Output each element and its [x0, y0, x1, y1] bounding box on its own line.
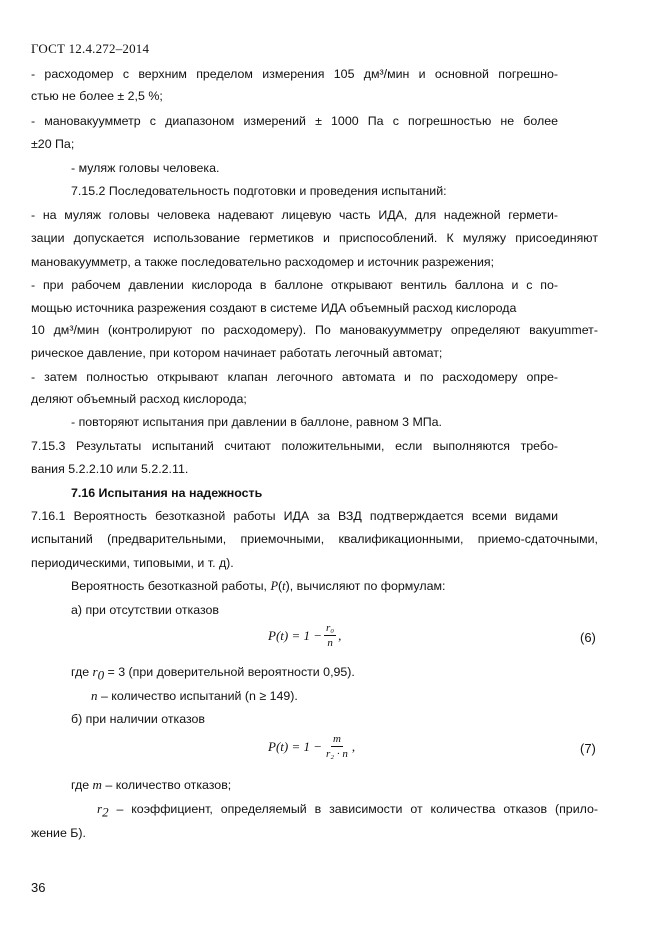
- equation-number: (6): [580, 630, 596, 645]
- fraction: $\frac{m}{\text{r₂ · n}}$: [326, 733, 348, 760]
- text-line: - расходомер с верхним пределом измерения 105 дм³/мин и основной погрешно-: [31, 67, 558, 81]
- text-line: 10 дм³/мин (контролируют по расходомеру). По мановакуумметру определяют вакуummет-: [31, 323, 598, 337]
- fraction: $\frac{\text{r₀}}{n}$: [326, 622, 335, 649]
- section-heading: 7.16 Испытания на надежность: [71, 486, 263, 500]
- text-line: мощью источника разрежения создают в системе ИДА объемный расход кислорода: [31, 301, 517, 315]
- text-line: рическое давление, при котором начинает работать легочный автомат;: [31, 346, 443, 360]
- text-line: 7.16.1 Вероятность безотказной работы ИДА за ВЗД подтверждается всеми видами: [31, 509, 558, 523]
- text-line: $r_2$ – коэффициент, определяемый в зависимости от количества отказов (прило-: [97, 801, 598, 820]
- text-line: где $r_0 = 3$ (при доверительной вероятности 0,95).: [71, 664, 355, 683]
- text-line: а) при отсутствии отказов: [71, 603, 219, 617]
- text-line: - на муляж головы человека надевают лицевую часть ИДА, для надежной гермети-: [31, 208, 558, 222]
- text-line: 7.15.3 Результаты испытаний считают положительными, если выполняются требо-: [31, 439, 558, 453]
- page-number: 36: [31, 880, 46, 895]
- text-line: - затем полностью открывают клапан легочного автомата и по расходомеру опре-: [31, 370, 558, 384]
- formula-7: P(t) = 1 − $\frac{m}{\text{r₂ · n}}$ ,: [268, 733, 356, 760]
- text-line: - при рабочем давлении кислорода в баллоне открывают вентиль баллона и с по-: [31, 278, 558, 292]
- text-line: вания 5.2.2.10 или 5.2.2.11.: [31, 462, 189, 476]
- document-header: ГОСТ 12.4.272–2014: [31, 41, 150, 56]
- text-line: n – количество испытаний (n ≥ 149).: [91, 688, 298, 703]
- text-line: - мановакуумметр с диапазоном измерений ± 1000 Па с погрешностью не более: [31, 114, 558, 128]
- text-line: ±20 Па;: [31, 137, 75, 151]
- text-line: где m – количество отказов;: [71, 777, 232, 792]
- text-line: Вероятность безотказной работы, P(t), вычисляют по формулам:: [71, 579, 446, 593]
- formula-6: P(t) = 1 − $\frac{\text{r₀}}{n}$ ,: [268, 622, 342, 649]
- text-line: 7.15.2 Последовательность подготовки и проведения испытаний:: [71, 184, 447, 198]
- text-line: - муляж головы человека.: [71, 161, 220, 175]
- text-line: стью не более ± 2,5 %;: [31, 89, 163, 103]
- text-line: испытаний (предварительными, приемочными, квалификационными, приемо-сдаточными,: [31, 532, 598, 546]
- text-line: мановакуумметр, а также последовательно расходомер и источник разрежения;: [31, 255, 495, 269]
- text-line: деляют объемный расход кислорода;: [31, 392, 247, 406]
- text-line: б) при наличии отказов: [71, 712, 206, 726]
- equation-number: (7): [580, 741, 596, 756]
- text-line: - повторяют испытания при давлении в баллоне, равном 3 МПа.: [71, 415, 443, 429]
- text-line: жение Б).: [31, 826, 86, 840]
- text-line: периодическими, типовыми, и т. д).: [31, 556, 234, 570]
- text-line: зации допускается использование герметиков и приспособлений. К муляжу присоединяют: [31, 231, 598, 245]
